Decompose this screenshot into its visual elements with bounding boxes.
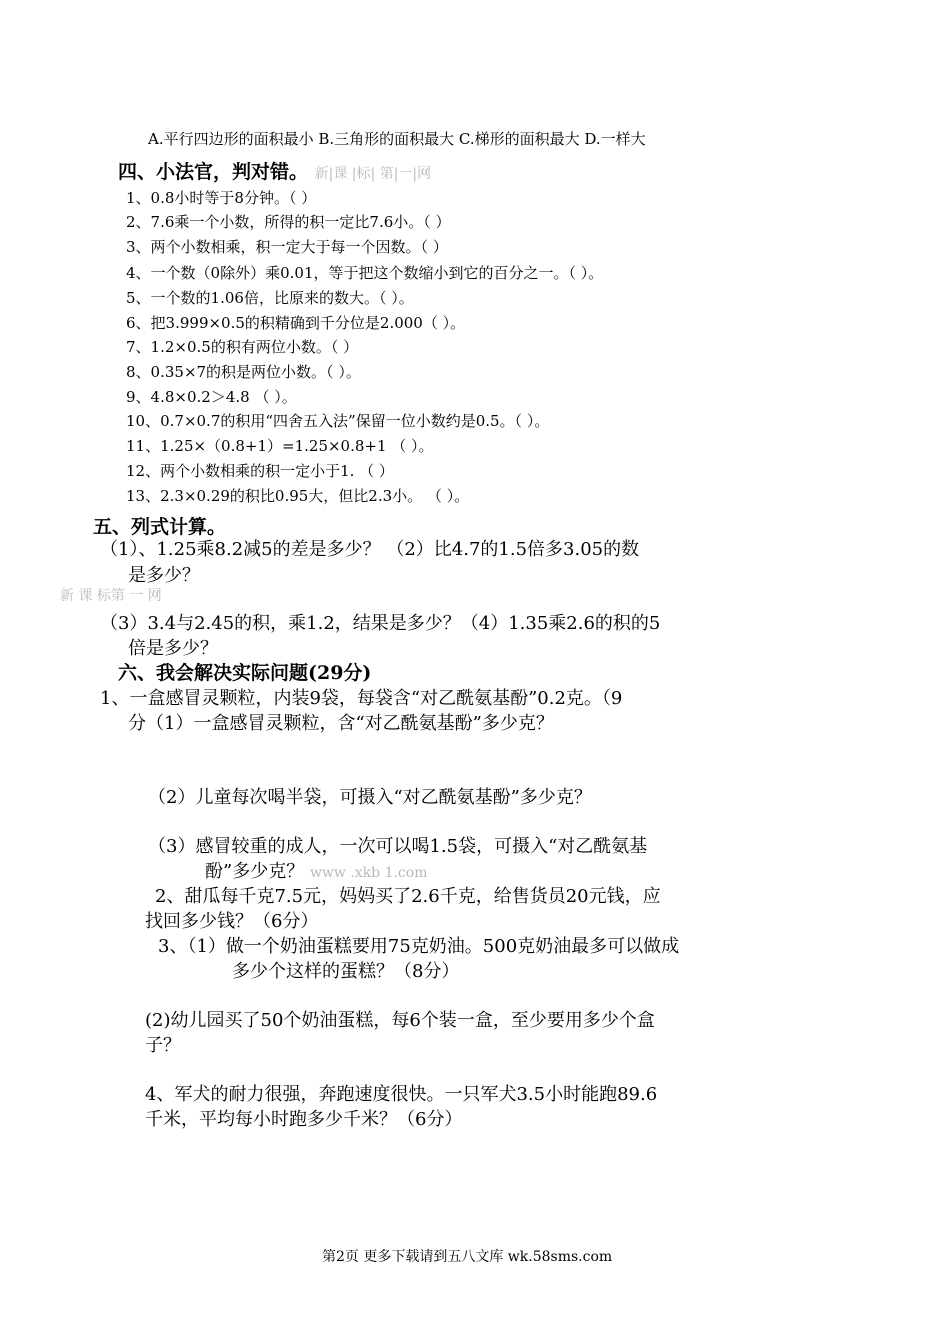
watermark: 新|课 |标| 第|一|网: [314, 166, 432, 182]
section-4-title: [118, 157, 431, 184]
judge-item: 6、把3.999×0.5的积精确到千分位是2.000（ ）。: [126, 314, 466, 332]
judge-item: 11、1.25×（0.8+1）=1.25×0.8+1 （ ）。: [126, 437, 434, 455]
problem-2-line: 找回多少钱？（6分）: [145, 911, 319, 932]
problem-3-q2: (2)幼儿园买了50个奶油蛋糕，每6个装一盒，至少要用多少个盒: [145, 1010, 655, 1031]
problem-4-line: 4、军犬的耐力很强，奔跑速度很快。一只军犬3.5小时能跑89.6: [145, 1084, 658, 1105]
calc-question-3-4: （3）3.4与2.45的积，乘1.2，结果是多少？（4）1.35乘2.6的积的5: [100, 613, 661, 634]
judge-item: 13、2.3×0.29的积比0.95大，但比2.3小。 （ ）。: [126, 487, 470, 505]
watermark: 新 课 标第 一 网: [60, 588, 162, 604]
section-5-title: 五、列式计算。: [93, 516, 227, 538]
problem-3-q2-cont: 子？: [145, 1035, 181, 1056]
problem-3-line: 3、（1）做一个奶油蛋糕要用75克奶油。500克奶油最多可以做成: [158, 936, 680, 957]
problem-4-line: 千米，平均每小时跑多少千米？（6分）: [145, 1109, 463, 1130]
judge-item: 8、0.35×7的积是两位小数。（ ）。: [126, 363, 361, 381]
section-6-title: 六、我会解决实际问题(29分): [118, 662, 372, 684]
calc-question-4-cont: 倍是多少？: [128, 638, 218, 659]
page-footer: 第2页 更多下载请到五八文库 wk.58sms.com: [322, 1249, 613, 1265]
calc-question-2-cont: 是多少？: [128, 565, 200, 586]
judge-item: 7、1.2×0.5的积有两位小数。（ ）: [126, 338, 359, 356]
problem-3-line: 多少个这样的蛋糕？（8分）: [232, 961, 460, 982]
judge-item: 5、一个数的1.06倍，比原来的数大。（ ）。: [126, 289, 414, 307]
problem-1-line: 1、一盒感冒灵颗粒，内装9袋，每袋含“对乙酰氨基酚”0.2克。（9: [100, 688, 623, 709]
judge-item: 9、4.8×0.2＞4.8 （ ）。: [126, 388, 297, 406]
problem-1-q3-cont: [205, 857, 427, 883]
judge-item: 2、7.6乘一个小数，所得的积一定比7.6小。（ ）: [126, 213, 451, 231]
problem-1-q3: （3）感冒较重的成人，一次可以喝1.5袋，可摄入“对乙酰氨基: [148, 836, 648, 857]
judge-item: 4、一个数（0除外）乘0.01，等于把这个数缩小到它的百分之一。（ ）。: [126, 264, 604, 282]
section-4-heading: 四、小法官，判对错。: [118, 161, 309, 183]
judge-item: 3、两个小数相乘，积一定大于每一个因数。（ ）: [126, 238, 448, 256]
choice-options: A.平行四边形的面积最小 B.三角形的面积最大 C.梯形的面积最大 D.一样大: [148, 130, 646, 148]
problem-2-line: 2、甜瓜每千克7.5元，妈妈买了2.6千克，给售货员20元钱，应: [155, 886, 661, 907]
watermark: www .xkb 1.com: [309, 865, 428, 881]
problem-1-line: 分（1）一盒感冒灵颗粒，含“对乙酰氨基酚”多少克？: [128, 713, 554, 734]
calc-question-1-2: （1）、1.25乘8.2减5的差是多少？ （2）比4.7的1.5倍多3.05的数: [100, 539, 640, 560]
problem-1-q3-text: 酚”多少克？: [205, 861, 305, 882]
judge-item: 1、0.8小时等于8分钟。（ ）: [126, 189, 317, 207]
problem-1-q2: （2）儿童每次喝半袋，可摄入“对乙酰氨基酚”多少克？: [148, 787, 592, 808]
judge-item: 10、0.7×0.7的积用“四舍五入法”保留一位小数约是0.5。（ ）。: [126, 412, 550, 430]
judge-item: 12、两个小数相乘的积一定小于1. （ ）: [126, 462, 394, 480]
